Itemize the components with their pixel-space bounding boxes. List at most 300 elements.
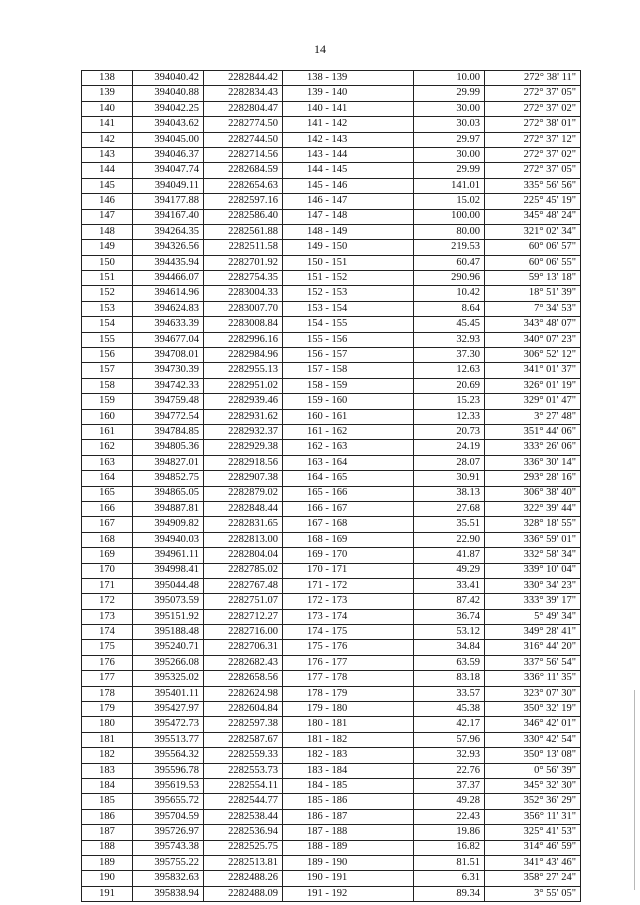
length-cell: 100.00 bbox=[414, 209, 485, 224]
table-row bbox=[82, 440, 581, 455]
length-cell: 30.00 bbox=[414, 101, 485, 116]
segment-cell: 189 - 190 bbox=[283, 855, 414, 870]
segment-cell: 191 - 192 bbox=[283, 886, 414, 901]
point-number-cell: 150 bbox=[82, 255, 133, 270]
x-coordinate-cell: 395266.08 bbox=[133, 655, 204, 670]
length-cell: 29.99 bbox=[414, 86, 485, 101]
y-coordinate-cell: 2282939.46 bbox=[204, 394, 283, 409]
bearing-cell: 341° 43' 46" bbox=[485, 855, 581, 870]
bearing-cell: 329° 01' 47" bbox=[485, 394, 581, 409]
table-row bbox=[82, 394, 581, 409]
table-row bbox=[82, 147, 581, 162]
y-coordinate-cell: 2282654.63 bbox=[204, 178, 283, 193]
x-coordinate-cell: 394043.62 bbox=[133, 117, 204, 132]
table-row bbox=[82, 332, 581, 347]
y-coordinate-cell: 2282716.00 bbox=[204, 625, 283, 640]
x-coordinate-cell: 395619.53 bbox=[133, 778, 204, 793]
length-cell: 22.43 bbox=[414, 809, 485, 824]
x-coordinate-cell: 395704.59 bbox=[133, 809, 204, 824]
bearing-cell: 351° 44' 06" bbox=[485, 424, 581, 439]
x-coordinate-cell: 395472.73 bbox=[133, 717, 204, 732]
y-coordinate-cell: 2282488.26 bbox=[204, 871, 283, 886]
y-coordinate-cell: 2283004.33 bbox=[204, 286, 283, 301]
x-coordinate-cell: 394614.96 bbox=[133, 286, 204, 301]
y-coordinate-cell: 2282511.58 bbox=[204, 240, 283, 255]
bearing-cell: 272° 37' 02" bbox=[485, 147, 581, 162]
segment-cell: 174 - 175 bbox=[283, 625, 414, 640]
x-coordinate-cell: 394264.35 bbox=[133, 224, 204, 239]
segment-cell: 175 - 176 bbox=[283, 640, 414, 655]
x-coordinate-cell: 395838.94 bbox=[133, 886, 204, 901]
segment-cell: 183 - 184 bbox=[283, 763, 414, 778]
table-row bbox=[82, 363, 581, 378]
length-cell: 30.03 bbox=[414, 117, 485, 132]
y-coordinate-cell: 2282774.50 bbox=[204, 117, 283, 132]
bearing-cell: 314° 46' 59" bbox=[485, 840, 581, 855]
scan-edge-line bbox=[634, 690, 635, 890]
table-row bbox=[82, 671, 581, 686]
y-coordinate-cell: 2282879.02 bbox=[204, 486, 283, 501]
point-number-cell: 189 bbox=[82, 855, 133, 870]
x-coordinate-cell: 394909.82 bbox=[133, 517, 204, 532]
segment-cell: 162 - 163 bbox=[283, 440, 414, 455]
length-cell: 24.19 bbox=[414, 440, 485, 455]
point-number-cell: 160 bbox=[82, 409, 133, 424]
bearing-cell: 272° 37' 05" bbox=[485, 163, 581, 178]
y-coordinate-cell: 2282525.75 bbox=[204, 840, 283, 855]
segment-cell: 177 - 178 bbox=[283, 671, 414, 686]
segment-cell: 181 - 182 bbox=[283, 732, 414, 747]
segment-cell: 166 - 167 bbox=[283, 501, 414, 516]
point-number-cell: 187 bbox=[82, 825, 133, 840]
segment-cell: 179 - 180 bbox=[283, 702, 414, 717]
length-cell: 37.30 bbox=[414, 348, 485, 363]
segment-cell: 176 - 177 bbox=[283, 655, 414, 670]
table-row bbox=[82, 455, 581, 470]
table-row bbox=[82, 301, 581, 316]
length-cell: 33.41 bbox=[414, 578, 485, 593]
x-coordinate-cell: 394998.41 bbox=[133, 563, 204, 578]
point-number-cell: 178 bbox=[82, 686, 133, 701]
y-coordinate-cell: 2282597.16 bbox=[204, 194, 283, 209]
x-coordinate-cell: 394042.25 bbox=[133, 101, 204, 116]
y-coordinate-cell: 2282624.98 bbox=[204, 686, 283, 701]
segment-cell: 165 - 166 bbox=[283, 486, 414, 501]
y-coordinate-cell: 2282831.65 bbox=[204, 517, 283, 532]
segment-cell: 155 - 156 bbox=[283, 332, 414, 347]
point-number-cell: 165 bbox=[82, 486, 133, 501]
bearing-cell: 333° 39' 17" bbox=[485, 594, 581, 609]
segment-cell: 180 - 181 bbox=[283, 717, 414, 732]
bearing-cell: 330° 42' 54" bbox=[485, 732, 581, 747]
bearing-cell: 316° 44' 20" bbox=[485, 640, 581, 655]
bearing-cell: 352° 36' 29" bbox=[485, 794, 581, 809]
y-coordinate-cell: 2282754.35 bbox=[204, 271, 283, 286]
length-cell: 87.42 bbox=[414, 594, 485, 609]
length-cell: 35.51 bbox=[414, 517, 485, 532]
segment-cell: 169 - 170 bbox=[283, 548, 414, 563]
x-coordinate-cell: 394940.03 bbox=[133, 532, 204, 547]
point-number-cell: 175 bbox=[82, 640, 133, 655]
y-coordinate-cell: 2282785.02 bbox=[204, 563, 283, 578]
x-coordinate-cell: 394708.01 bbox=[133, 348, 204, 363]
bearing-cell: 340° 07' 23" bbox=[485, 332, 581, 347]
table-row bbox=[82, 163, 581, 178]
point-number-cell: 161 bbox=[82, 424, 133, 439]
segment-cell: 144 - 145 bbox=[283, 163, 414, 178]
length-cell: 89.34 bbox=[414, 886, 485, 901]
point-number-cell: 140 bbox=[82, 101, 133, 116]
y-coordinate-cell: 2282804.04 bbox=[204, 548, 283, 563]
length-cell: 49.28 bbox=[414, 794, 485, 809]
point-number-cell: 145 bbox=[82, 178, 133, 193]
length-cell: 81.51 bbox=[414, 855, 485, 870]
y-coordinate-cell: 2282597.38 bbox=[204, 717, 283, 732]
table-row bbox=[82, 101, 581, 116]
bearing-cell: 333° 26' 06" bbox=[485, 440, 581, 455]
bearing-cell: 225° 45' 19" bbox=[485, 194, 581, 209]
table-row bbox=[82, 501, 581, 516]
bearing-cell: 356° 11' 31" bbox=[485, 809, 581, 824]
x-coordinate-cell: 394633.39 bbox=[133, 317, 204, 332]
length-cell: 15.02 bbox=[414, 194, 485, 209]
segment-cell: 172 - 173 bbox=[283, 594, 414, 609]
segment-cell: 178 - 179 bbox=[283, 686, 414, 701]
point-number-cell: 147 bbox=[82, 209, 133, 224]
x-coordinate-cell: 394046.37 bbox=[133, 147, 204, 162]
segment-cell: 188 - 189 bbox=[283, 840, 414, 855]
bearing-cell: 345° 32' 30" bbox=[485, 778, 581, 793]
length-cell: 141.01 bbox=[414, 178, 485, 193]
table-row bbox=[82, 71, 581, 86]
segment-cell: 167 - 168 bbox=[283, 517, 414, 532]
segment-cell: 152 - 153 bbox=[283, 286, 414, 301]
point-number-cell: 138 bbox=[82, 71, 133, 86]
coordinates-table bbox=[81, 70, 581, 902]
bearing-cell: 60° 06' 55" bbox=[485, 255, 581, 270]
x-coordinate-cell: 394326.56 bbox=[133, 240, 204, 255]
segment-cell: 170 - 171 bbox=[283, 563, 414, 578]
point-number-cell: 152 bbox=[82, 286, 133, 301]
page-number: 14 bbox=[314, 42, 326, 56]
y-coordinate-cell: 2282536.94 bbox=[204, 825, 283, 840]
y-coordinate-cell: 2282544.77 bbox=[204, 794, 283, 809]
y-coordinate-cell: 2282932.37 bbox=[204, 424, 283, 439]
bearing-cell: 350° 13' 08" bbox=[485, 748, 581, 763]
bearing-cell: 306° 52' 12" bbox=[485, 348, 581, 363]
segment-cell: 171 - 172 bbox=[283, 578, 414, 593]
length-cell: 57.96 bbox=[414, 732, 485, 747]
segment-cell: 138 - 139 bbox=[283, 71, 414, 86]
y-coordinate-cell: 2282844.42 bbox=[204, 71, 283, 86]
x-coordinate-cell: 395564.32 bbox=[133, 748, 204, 763]
bearing-cell: 272° 38' 01" bbox=[485, 117, 581, 132]
table-row bbox=[82, 255, 581, 270]
table-row bbox=[82, 86, 581, 101]
y-coordinate-cell: 2282951.02 bbox=[204, 378, 283, 393]
x-coordinate-cell: 394827.01 bbox=[133, 455, 204, 470]
table-row bbox=[82, 563, 581, 578]
point-number-cell: 188 bbox=[82, 840, 133, 855]
length-cell: 33.57 bbox=[414, 686, 485, 701]
x-coordinate-cell: 394045.00 bbox=[133, 132, 204, 147]
y-coordinate-cell: 2282538.44 bbox=[204, 809, 283, 824]
point-number-cell: 184 bbox=[82, 778, 133, 793]
bearing-cell: 337° 56' 54" bbox=[485, 655, 581, 670]
bearing-cell: 272° 37' 12" bbox=[485, 132, 581, 147]
table-row bbox=[82, 748, 581, 763]
bearing-cell: 60° 06' 57" bbox=[485, 240, 581, 255]
segment-cell: 149 - 150 bbox=[283, 240, 414, 255]
segment-cell: 154 - 155 bbox=[283, 317, 414, 332]
table-row bbox=[82, 609, 581, 624]
table-row bbox=[82, 578, 581, 593]
x-coordinate-cell: 394040.88 bbox=[133, 86, 204, 101]
table-row bbox=[82, 655, 581, 670]
segment-cell: 146 - 147 bbox=[283, 194, 414, 209]
table-row bbox=[82, 717, 581, 732]
x-coordinate-cell: 395073.59 bbox=[133, 594, 204, 609]
length-cell: 45.45 bbox=[414, 317, 485, 332]
point-number-cell: 154 bbox=[82, 317, 133, 332]
x-coordinate-cell: 394784.85 bbox=[133, 424, 204, 439]
point-number-cell: 158 bbox=[82, 378, 133, 393]
x-coordinate-cell: 394742.33 bbox=[133, 378, 204, 393]
x-coordinate-cell: 395044.48 bbox=[133, 578, 204, 593]
segment-cell: 182 - 183 bbox=[283, 748, 414, 763]
table-row bbox=[82, 625, 581, 640]
bearing-cell: 0° 56' 39" bbox=[485, 763, 581, 778]
length-cell: 10.00 bbox=[414, 71, 485, 86]
bearing-cell: 330° 34' 23" bbox=[485, 578, 581, 593]
point-number-cell: 166 bbox=[82, 501, 133, 516]
x-coordinate-cell: 394852.75 bbox=[133, 471, 204, 486]
x-coordinate-cell: 395655.72 bbox=[133, 794, 204, 809]
x-coordinate-cell: 395832.63 bbox=[133, 871, 204, 886]
y-coordinate-cell: 2282744.50 bbox=[204, 132, 283, 147]
length-cell: 12.63 bbox=[414, 363, 485, 378]
length-cell: 38.13 bbox=[414, 486, 485, 501]
length-cell: 290.96 bbox=[414, 271, 485, 286]
x-coordinate-cell: 394040.42 bbox=[133, 71, 204, 86]
y-coordinate-cell: 2282684.59 bbox=[204, 163, 283, 178]
bearing-cell: 336° 59' 01" bbox=[485, 532, 581, 547]
bearing-cell: 350° 32' 19" bbox=[485, 702, 581, 717]
point-number-cell: 177 bbox=[82, 671, 133, 686]
point-number-cell: 144 bbox=[82, 163, 133, 178]
length-cell: 22.76 bbox=[414, 763, 485, 778]
segment-cell: 151 - 152 bbox=[283, 271, 414, 286]
y-coordinate-cell: 2282907.38 bbox=[204, 471, 283, 486]
segment-cell: 141 - 142 bbox=[283, 117, 414, 132]
point-number-cell: 172 bbox=[82, 594, 133, 609]
segment-cell: 157 - 158 bbox=[283, 363, 414, 378]
point-number-cell: 143 bbox=[82, 147, 133, 162]
table-row bbox=[82, 640, 581, 655]
y-coordinate-cell: 2282706.31 bbox=[204, 640, 283, 655]
point-number-cell: 141 bbox=[82, 117, 133, 132]
table-row bbox=[82, 317, 581, 332]
bearing-cell: 321° 02' 34" bbox=[485, 224, 581, 239]
point-number-cell: 191 bbox=[82, 886, 133, 901]
x-coordinate-cell: 394805.36 bbox=[133, 440, 204, 455]
length-cell: 30.00 bbox=[414, 147, 485, 162]
y-coordinate-cell: 2282559.33 bbox=[204, 748, 283, 763]
table-row bbox=[82, 855, 581, 870]
table-row bbox=[82, 471, 581, 486]
x-coordinate-cell: 394730.39 bbox=[133, 363, 204, 378]
y-coordinate-cell: 2282682.43 bbox=[204, 655, 283, 670]
point-number-cell: 139 bbox=[82, 86, 133, 101]
segment-cell: 156 - 157 bbox=[283, 348, 414, 363]
bearing-cell: 59° 13' 18" bbox=[485, 271, 581, 286]
table-row bbox=[82, 271, 581, 286]
x-coordinate-cell: 394624.83 bbox=[133, 301, 204, 316]
y-coordinate-cell: 2282604.84 bbox=[204, 702, 283, 717]
length-cell: 22.90 bbox=[414, 532, 485, 547]
length-cell: 28.07 bbox=[414, 455, 485, 470]
x-coordinate-cell: 394466.07 bbox=[133, 271, 204, 286]
bearing-cell: 322° 39' 44" bbox=[485, 501, 581, 516]
length-cell: 34.84 bbox=[414, 640, 485, 655]
x-coordinate-cell: 394047.74 bbox=[133, 163, 204, 178]
point-number-cell: 155 bbox=[82, 332, 133, 347]
x-coordinate-cell: 395513.77 bbox=[133, 732, 204, 747]
point-number-cell: 170 bbox=[82, 563, 133, 578]
point-number-cell: 156 bbox=[82, 348, 133, 363]
point-number-cell: 162 bbox=[82, 440, 133, 455]
x-coordinate-cell: 395596.78 bbox=[133, 763, 204, 778]
bearing-cell: 5° 49' 34" bbox=[485, 609, 581, 624]
table-row bbox=[82, 809, 581, 824]
length-cell: 8.64 bbox=[414, 301, 485, 316]
segment-cell: 186 - 187 bbox=[283, 809, 414, 824]
point-number-cell: 173 bbox=[82, 609, 133, 624]
point-number-cell: 169 bbox=[82, 548, 133, 563]
bearing-cell: 272° 38' 11" bbox=[485, 71, 581, 86]
y-coordinate-cell: 2282513.81 bbox=[204, 855, 283, 870]
bearing-cell: 343° 48' 07" bbox=[485, 317, 581, 332]
x-coordinate-cell: 395240.71 bbox=[133, 640, 204, 655]
y-coordinate-cell: 2283007.70 bbox=[204, 301, 283, 316]
table-row bbox=[82, 686, 581, 701]
point-number-cell: 171 bbox=[82, 578, 133, 593]
x-coordinate-cell: 394677.04 bbox=[133, 332, 204, 347]
bearing-cell: 335° 56' 56" bbox=[485, 178, 581, 193]
y-coordinate-cell: 2282955.13 bbox=[204, 363, 283, 378]
segment-cell: 158 - 159 bbox=[283, 378, 414, 393]
length-cell: 41.87 bbox=[414, 548, 485, 563]
length-cell: 37.37 bbox=[414, 778, 485, 793]
table-row bbox=[82, 532, 581, 547]
x-coordinate-cell: 394865.05 bbox=[133, 486, 204, 501]
y-coordinate-cell: 2282553.73 bbox=[204, 763, 283, 778]
x-coordinate-cell: 395151.92 bbox=[133, 609, 204, 624]
bearing-cell: 293° 28' 16" bbox=[485, 471, 581, 486]
point-number-cell: 163 bbox=[82, 455, 133, 470]
point-number-cell: 167 bbox=[82, 517, 133, 532]
bearing-cell: 358° 27' 24" bbox=[485, 871, 581, 886]
y-coordinate-cell: 2282554.11 bbox=[204, 778, 283, 793]
segment-cell: 148 - 149 bbox=[283, 224, 414, 239]
bearing-cell: 345° 48' 24" bbox=[485, 209, 581, 224]
point-number-cell: 176 bbox=[82, 655, 133, 670]
x-coordinate-cell: 395726.97 bbox=[133, 825, 204, 840]
y-coordinate-cell: 2282751.07 bbox=[204, 594, 283, 609]
point-number-cell: 153 bbox=[82, 301, 133, 316]
table-row bbox=[82, 424, 581, 439]
table-row bbox=[82, 871, 581, 886]
length-cell: 45.38 bbox=[414, 702, 485, 717]
y-coordinate-cell: 2282996.16 bbox=[204, 332, 283, 347]
x-coordinate-cell: 394887.81 bbox=[133, 501, 204, 516]
bearing-cell: 326° 01' 19" bbox=[485, 378, 581, 393]
length-cell: 32.93 bbox=[414, 332, 485, 347]
point-number-cell: 151 bbox=[82, 271, 133, 286]
segment-cell: 160 - 161 bbox=[283, 409, 414, 424]
length-cell: 63.59 bbox=[414, 655, 485, 670]
segment-cell: 164 - 165 bbox=[283, 471, 414, 486]
length-cell: 19.86 bbox=[414, 825, 485, 840]
segment-cell: 139 - 140 bbox=[283, 86, 414, 101]
length-cell: 49.29 bbox=[414, 563, 485, 578]
y-coordinate-cell: 2282658.56 bbox=[204, 671, 283, 686]
table-row bbox=[82, 840, 581, 855]
segment-cell: 147 - 148 bbox=[283, 209, 414, 224]
length-cell: 29.97 bbox=[414, 132, 485, 147]
bearing-cell: 349° 28' 41" bbox=[485, 625, 581, 640]
point-number-cell: 149 bbox=[82, 240, 133, 255]
x-coordinate-cell: 394772.54 bbox=[133, 409, 204, 424]
table-row bbox=[82, 594, 581, 609]
segment-cell: 140 - 141 bbox=[283, 101, 414, 116]
segment-cell: 185 - 186 bbox=[283, 794, 414, 809]
length-cell: 42.17 bbox=[414, 717, 485, 732]
y-coordinate-cell: 2282931.62 bbox=[204, 409, 283, 424]
point-number-cell: 174 bbox=[82, 625, 133, 640]
length-cell: 219.53 bbox=[414, 240, 485, 255]
length-cell: 20.73 bbox=[414, 424, 485, 439]
table-row bbox=[82, 548, 581, 563]
coordinates-table-body bbox=[82, 71, 581, 902]
point-number-cell: 157 bbox=[82, 363, 133, 378]
bearing-cell: 332° 58' 34" bbox=[485, 548, 581, 563]
table-row bbox=[82, 348, 581, 363]
bearing-cell: 3° 55' 05" bbox=[485, 886, 581, 901]
y-coordinate-cell: 2283008.84 bbox=[204, 317, 283, 332]
y-coordinate-cell: 2282984.96 bbox=[204, 348, 283, 363]
segment-cell: 187 - 188 bbox=[283, 825, 414, 840]
segment-cell: 161 - 162 bbox=[283, 424, 414, 439]
bearing-cell: 328° 18' 55" bbox=[485, 517, 581, 532]
y-coordinate-cell: 2282918.56 bbox=[204, 455, 283, 470]
segment-cell: 153 - 154 bbox=[283, 301, 414, 316]
point-number-cell: 180 bbox=[82, 717, 133, 732]
y-coordinate-cell: 2282701.92 bbox=[204, 255, 283, 270]
segment-cell: 163 - 164 bbox=[283, 455, 414, 470]
point-number-cell: 183 bbox=[82, 763, 133, 778]
length-cell: 27.68 bbox=[414, 501, 485, 516]
y-coordinate-cell: 2282813.00 bbox=[204, 532, 283, 547]
length-cell: 29.99 bbox=[414, 163, 485, 178]
table-row bbox=[82, 409, 581, 424]
point-number-cell: 190 bbox=[82, 871, 133, 886]
table-row bbox=[82, 209, 581, 224]
y-coordinate-cell: 2282834.43 bbox=[204, 86, 283, 101]
table-row bbox=[82, 286, 581, 301]
y-coordinate-cell: 2282587.67 bbox=[204, 732, 283, 747]
table-row bbox=[82, 517, 581, 532]
